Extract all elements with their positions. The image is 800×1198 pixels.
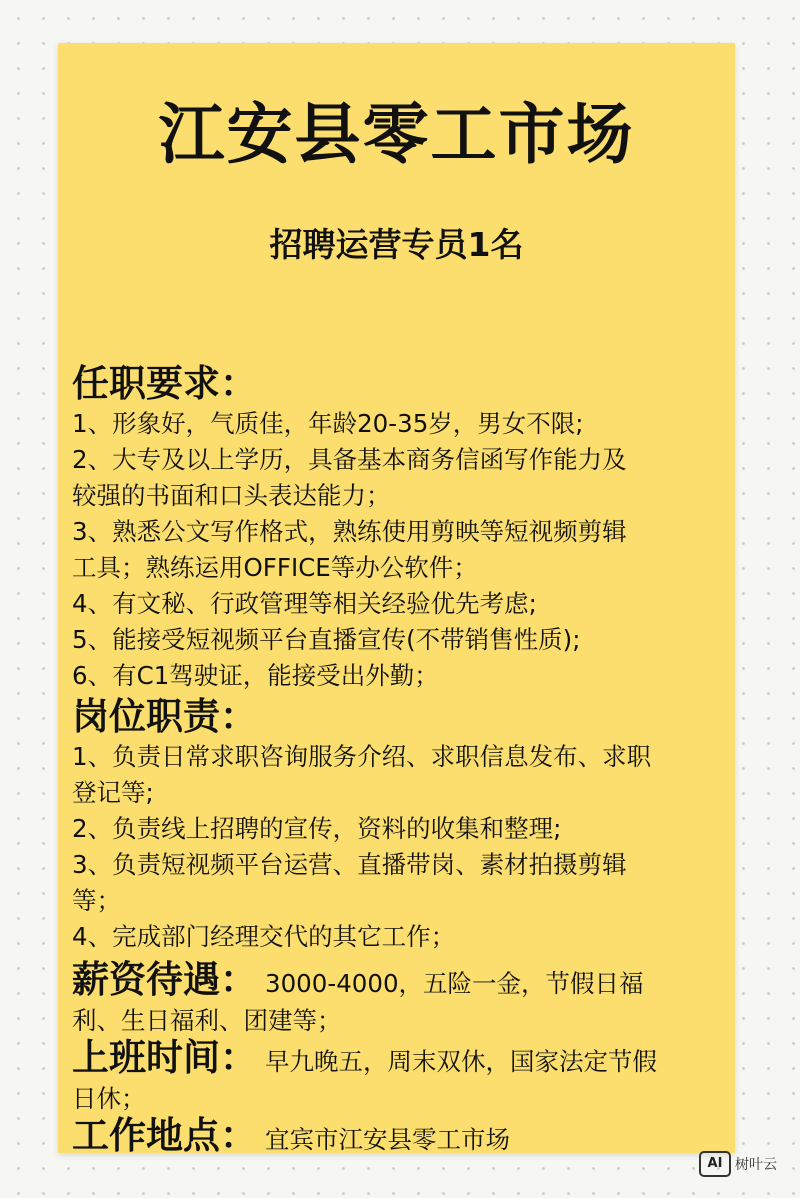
watermark (699, 1151, 777, 1177)
location-value: 宜宾市江安县零工市场 (265, 1125, 510, 1154)
duty-line: 2、负责线上招聘的宣传，资料的收集和整理; (72, 814, 562, 843)
requirement-line: 3、熟悉公文写作格式，熟练使用剪映等短视频剪辑 (72, 517, 627, 546)
hours-value: 早九晚五，周末双休，国家法定节假 (265, 1047, 657, 1076)
requirement-line: 6、有C1驾驶证，能接受出外勤； (72, 661, 439, 690)
salary-row (72, 958, 732, 1003)
duty-line: 登记等; (72, 778, 154, 807)
duties-heading: 岗位职责： (72, 695, 257, 738)
duty-line: 等； (72, 886, 121, 915)
hours-row (72, 1036, 732, 1081)
watermark-text: 树叶云 (735, 1157, 777, 1173)
requirements-heading: 任职要求： (72, 362, 257, 405)
requirement-line: 5、能接受短视频平台直播宣传(不带销售性质); (72, 625, 581, 654)
duty-line: 3、负责短视频平台运营、直播带岗、素材拍摄剪辑 (72, 850, 627, 879)
job-poster-card (58, 43, 735, 1157)
requirement-line: 1、形象好，气质佳，年龄20-35岁，男女不限; (72, 409, 584, 438)
requirement-line: 2、大专及以上学历，具备基本商务信函写作能力及 (72, 445, 627, 474)
ai-badge-icon: AI (699, 1151, 731, 1177)
location-row (72, 1114, 732, 1159)
requirement-line: 较强的书面和口头表达能力； (72, 481, 391, 510)
duty-line: 1、负责日常求职咨询服务介绍、求职信息发布、求职 (72, 742, 652, 771)
location-label: 工作地点： (72, 1114, 257, 1157)
hours-continuation: 日休； (72, 1084, 146, 1113)
requirement-line: 4、有文秘、行政管理等相关经验优先考虑; (72, 589, 537, 618)
duty-line: 4、完成部门经理交代的其它工作； (72, 922, 456, 951)
poster-title: 江安县零工市场 (158, 96, 635, 173)
poster-subtitle: 招聘运营专员1名 (269, 225, 524, 264)
requirement-line: 工具；熟练运用OFFICE等办公软件； (72, 553, 478, 582)
salary-label: 薪资待遇： (72, 958, 257, 1001)
salary-value: 3000-4000，五险一金，节假日福 (265, 969, 644, 998)
hours-label: 上班时间： (72, 1036, 257, 1079)
salary-continuation: 利、生日福利、团建等； (72, 1006, 342, 1035)
poster-body (72, 361, 732, 1159)
